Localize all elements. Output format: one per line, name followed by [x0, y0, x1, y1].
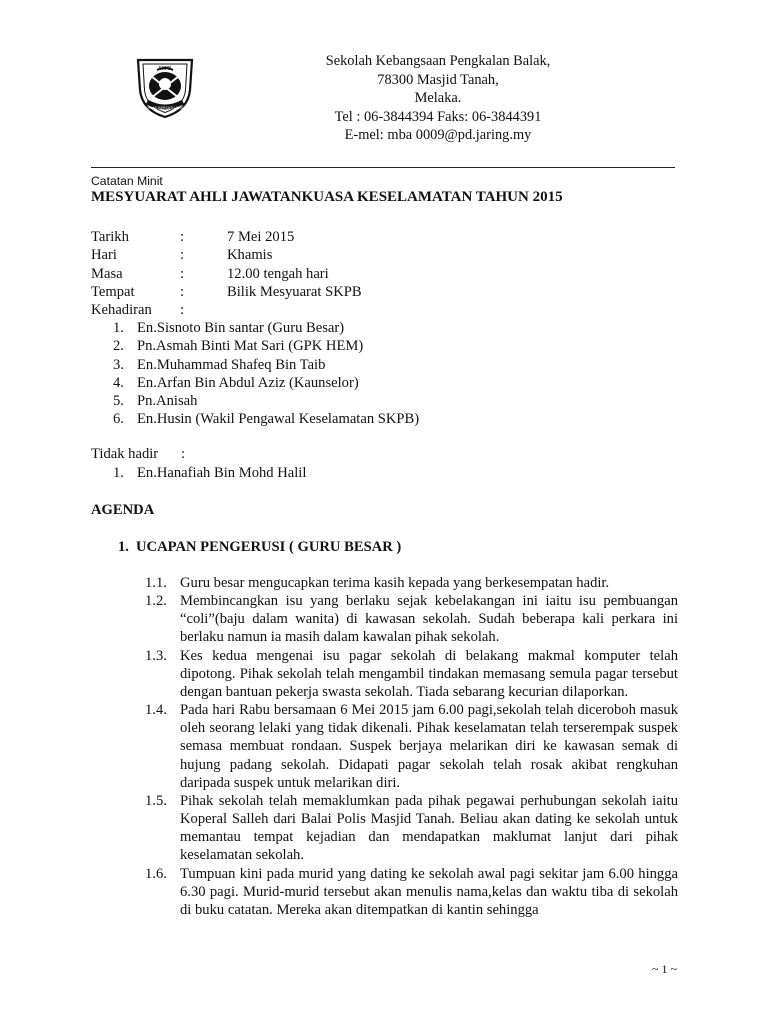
item-number: 1.4.	[145, 702, 167, 719]
agenda-item	[145, 592, 678, 646]
item-number: 4.	[113, 374, 124, 391]
detail-label: Masa	[91, 265, 123, 282]
item-text: Kes kedua mengenai isu pagar sekolah di belakang makmal komputer telah dipotong. Pihak sekolah telah mengambil tindakan memasang semula pagar tersebut dengan bantuan pekerja swasta sekolah. Tiada sebarang kecurian dilaporkan.	[180, 647, 678, 700]
detail-colon: :	[180, 302, 185, 319]
item-text: Tumpuan kini pada murid yang dating ke sekolah awal pagi sekitar jam 6.00 hingga 6.30 pagi. Murid-murid tersebut akan menulis nama,kelas dan waktu tiba di sekolah di buku catatan. Mereka akan ditempatkan di kantin sehingga	[180, 865, 678, 918]
school-state: Melaka.	[414, 90, 462, 106]
absent-colon: :	[181, 446, 186, 462]
item-number: 1.3.	[145, 647, 167, 664]
section-number: 1.	[118, 539, 129, 555]
attendee-name: En.Muhammad Shafeq Bin Taib	[137, 356, 326, 373]
attendee-name: Pn.Anisah	[137, 393, 198, 410]
detail-value: 12.00 tengah hari	[227, 265, 329, 282]
attendee-name: En.Sisnoto Bin santar (Guru Besar)	[137, 320, 345, 336]
agenda-items	[145, 574, 678, 919]
attendee-name: En.Husin (Wakil Pengawal Keselamatan SKPB)	[137, 411, 420, 428]
absent-heading	[91, 446, 186, 463]
meeting-title: MESYUARAT AHLI JAWATANKUASA KESELAMATAN TAHUN 2015	[91, 189, 563, 205]
item-number: 3.	[113, 356, 124, 373]
detail-value: Khamis	[227, 247, 273, 264]
agenda-item	[145, 701, 678, 792]
school-postcode: 78300 Masjid Tanah,	[377, 71, 499, 88]
detail-colon: :	[180, 265, 185, 282]
school-crest-logo	[130, 54, 200, 120]
item-text: Pada hari Rabu bersamaan 6 Mei 2015 jam 6.00 pagi,sekolah telah diceroboh masuk oleh seorang lelaki yang tidak dikenali. Pihak keselamatan telah terserempak suspek semasa membuat rondaan. Suspek berjaya melarikan diri ke kawasan semak di hujung padang sekolah. Didapati pagar sekolah telah rosak akibat rengkuhan daripada suspek untuk melarikan diri.	[180, 702, 678, 791]
detail-label: Tarikh	[91, 229, 129, 245]
detail-label: Hari	[91, 247, 117, 264]
attendee-name: En.Arfan Bin Abdul Aziz (Kaunselor)	[137, 374, 359, 391]
item-number: 1.1.	[145, 575, 167, 591]
detail-label: Kehadiran	[91, 302, 152, 319]
detail-colon: :	[180, 247, 185, 264]
item-text: Pihak sekolah telah memaklumkan pada pihak pegawai perhubungan sekolah iaitu Koperal Salleh dari Balai Polis Masjid Tanah. Beliau akan dating ke sekolah untuk memantau tempat kejadian dan mendapatkan maklumat lanjut dari pihak keselamatan sekolah.	[180, 792, 678, 864]
agenda-item	[145, 865, 678, 919]
absent-name: En.Hanafiah Bin Mohd Halil	[137, 465, 307, 481]
item-text: Membincangkan isu yang berlaku sejak kebelakangan ini iaitu isu pembuangan “coli”(baju dalam wanita) di kawasan sekolah. Sudah beberapa kali perkara ini berlaku namun ia masih dalam kawalan pihak sekolah.	[180, 593, 678, 646]
item-number: 1.	[113, 465, 124, 481]
agenda-item	[145, 647, 678, 701]
detail-label: Tempat	[91, 283, 135, 300]
item-number: 2.	[113, 338, 124, 355]
header-divider	[91, 167, 675, 168]
detail-colon: :	[180, 283, 185, 300]
item-number: 1.2.	[145, 593, 167, 610]
detail-value: 7 Mei 2015	[227, 229, 295, 245]
agenda-item	[145, 574, 678, 592]
school-phone-fax: Tel : 06-3844394 Faks: 06-3844391	[334, 108, 542, 125]
detail-colon: :	[180, 229, 185, 245]
item-text: Guru besar mengucapkan terima kasih kepada yang berkesempatan hadir.	[180, 575, 610, 591]
detail-value: Bilik Mesyuarat SKPB	[227, 283, 362, 300]
section-title: UCAPAN PENGERUSI ( GURU BESAR )	[136, 539, 402, 555]
document-type-label: Catatan Minit	[91, 174, 163, 188]
page-number: ~ 1 ~	[652, 962, 677, 976]
agenda-item	[145, 792, 678, 865]
item-number: 1.6.	[145, 865, 167, 882]
school-email: E-mel: mba 0009@pd.jaring.my	[344, 127, 532, 143]
attendee-name: Pn.Asmah Binti Mat Sari (GPK HEM)	[137, 338, 364, 355]
letterhead	[300, 52, 576, 145]
item-number: 5.	[113, 393, 124, 410]
school-name: Sekolah Kebangsaan Pengkalan Balak,	[325, 53, 551, 69]
crest-top-text: SKPB	[158, 66, 172, 72]
absent-label: Tidak hadir	[91, 446, 159, 462]
crest-motto-text: IKHLAS BERSATU JUJUR	[144, 106, 186, 110]
item-number: 1.	[113, 320, 124, 336]
agenda-heading: AGENDA	[91, 502, 155, 518]
item-number: 6.	[113, 411, 124, 428]
item-number: 1.5.	[145, 792, 167, 809]
